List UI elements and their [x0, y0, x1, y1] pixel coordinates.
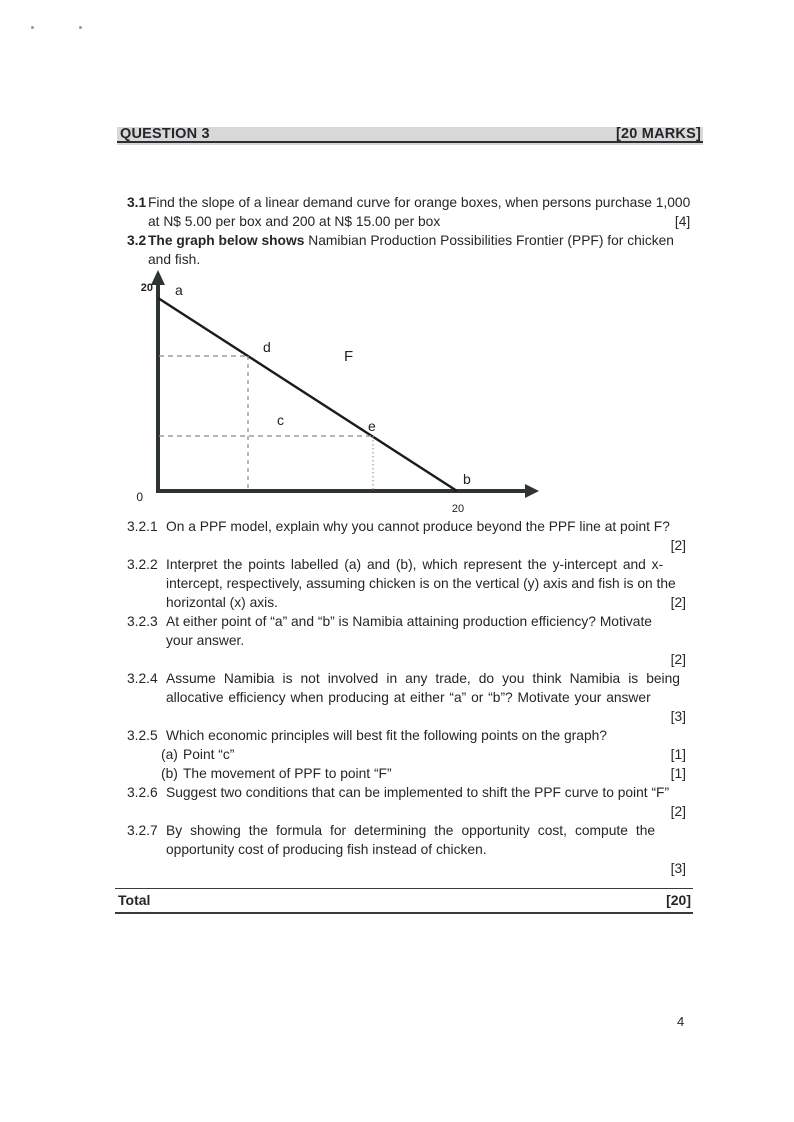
marks-badge: [2]: [670, 538, 686, 553]
point-b-label: b: [463, 471, 471, 487]
question-number: 3.2.4: [127, 671, 158, 686]
question-number: 3.2: [127, 233, 147, 248]
marks-badge: [3]: [670, 861, 686, 876]
question-3-2-5a: [117, 745, 686, 764]
question-3-2-2: [117, 555, 686, 612]
sub-item-text: Point “c”: [183, 747, 235, 762]
question-text-line: Suggest two conditions that can be implemented to shift the PPF curve to point “F”: [166, 785, 670, 800]
x-max-label: 20: [451, 503, 465, 515]
sub-item-label: (b): [161, 766, 178, 781]
question-text-line: Namibian Production Possibilities Frontier (PPF) for chicken: [304, 233, 674, 248]
question-body: [117, 193, 691, 878]
sub-item-label: (a): [161, 747, 178, 762]
point-a-label: a: [175, 282, 183, 298]
y-axis-arrow-icon: [151, 270, 165, 285]
question-text-line: At either point of “a” and “b” is Namibia attaining production efficiency? Motivate: [166, 614, 652, 629]
point-f-label: F: [344, 348, 354, 365]
question-3-2-5: [117, 726, 686, 745]
question-text-line: Find the slope of a linear demand curve for orange boxes, when persons purchase 1,000: [148, 195, 691, 210]
question-number: 3.2.2: [127, 557, 158, 572]
question-marks-total: [20 MARKS]: [616, 126, 701, 142]
point-e-label: e: [368, 418, 376, 434]
question-text-line: On a PPF model, explain why you cannot produce beyond the PPF line at point F?: [166, 519, 670, 534]
scan-speck: [79, 26, 82, 29]
question-text-line: allocative efficiency when producing at either “a” or “b”? Motivate your answer: [166, 690, 651, 705]
page-number: 4: [677, 1014, 685, 1029]
question-3-2-1: [117, 517, 686, 555]
question-3-1: [117, 193, 691, 231]
question-text-bold: The graph below shows: [148, 233, 305, 248]
question-number: 3.2.6: [127, 785, 158, 800]
point-c-label: c: [277, 412, 284, 428]
question-3-2-4: [117, 669, 686, 726]
question-number: 3.1: [127, 195, 147, 210]
marks-badge: [2]: [670, 652, 686, 667]
y-max-label: 20: [140, 282, 153, 294]
marks-badge: [1]: [670, 747, 686, 762]
question-3-2-3: [117, 612, 686, 669]
question-text-line: your answer.: [166, 633, 245, 648]
question-number: 3.2.7: [127, 823, 158, 838]
question-text-line: horizontal (x) axis.: [166, 595, 278, 610]
question-text-line: Interpret the points labelled (a) and (b), which represent the y-intercept and x-: [166, 557, 664, 572]
origin-label: 0: [136, 490, 143, 504]
total-marks: [20]: [666, 892, 691, 908]
question-header-bar: [117, 127, 703, 145]
marks-badge: [4]: [674, 214, 691, 229]
question-text-line: and fish.: [148, 252, 201, 267]
question-title: QUESTION 3: [120, 126, 210, 142]
scan-speck: [31, 26, 34, 29]
question-text-line: Which economic principles will best fit the following points on the graph?: [166, 728, 607, 743]
question-number: 3.2.5: [127, 728, 158, 743]
question-3-2: [117, 231, 686, 269]
marks-badge: [1]: [670, 766, 686, 781]
marks-badge: [2]: [670, 804, 686, 819]
question-number: 3.2.3: [127, 614, 158, 629]
question-3-2-7: [117, 821, 686, 878]
ppf-line: [158, 298, 457, 491]
point-d-label: d: [263, 339, 271, 355]
total-label: Total: [118, 892, 151, 908]
question-3-2-5b: [117, 764, 686, 783]
question-3-2-6: [117, 783, 686, 821]
question-text-line: opportunity cost of producing fish instead of chicken.: [166, 842, 487, 857]
question-text-line: By showing the formula for determining the opportunity cost, compute the: [166, 823, 656, 838]
total-row: [115, 888, 693, 914]
marks-badge: [2]: [670, 595, 686, 610]
ppf-graph: [125, 269, 545, 515]
question-text-line: intercept, respectively, assuming chicken is on the vertical (y) axis and fish is on the: [166, 576, 676, 591]
x-axis-arrow-icon: [525, 484, 539, 498]
question-text-line: at N$ 5.00 per box and 200 at N$ 15.00 per box: [148, 214, 441, 229]
marks-badge: [3]: [670, 709, 686, 724]
sub-item-text: The movement of PPF to point “F”: [183, 766, 392, 781]
question-text-line: Assume Namibia is not involved in any trade, do you think Namibia is being: [166, 671, 680, 686]
question-number: 3.2.1: [127, 519, 158, 534]
